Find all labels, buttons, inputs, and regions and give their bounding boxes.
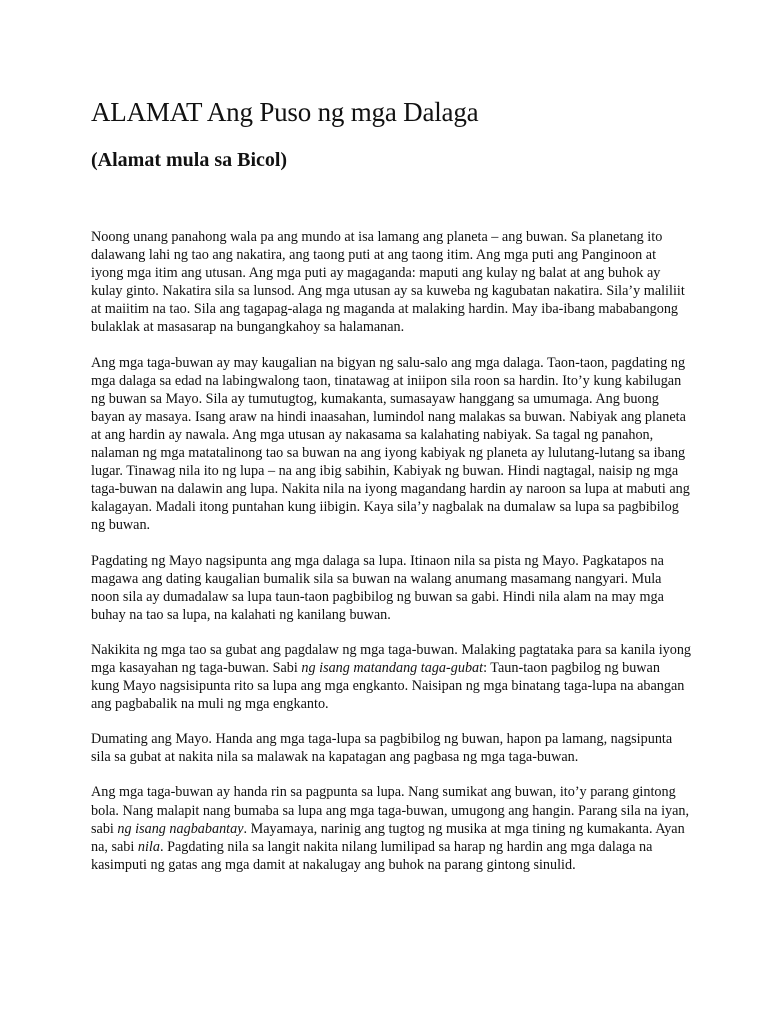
paragraph-text: Ang mga taga-buwan ay handa rin sa pagpunta sa lupa. Nang sumikat ang buwan, ito’y parang gintong bola. Nang malapit nang bumaba sa lupa ang mga taga-buwan, umugong ang hangin. Parang sila na iyan, sabi bbox=[91, 784, 690, 837]
paragraph-text: . Pagdating nila sa langit nakita nilang lumilipad sa harap ng hardin ang mga dalaga na kasimputi ng gatas ang mga damit at nakalugay ang buhok na parang gintong sinulid. bbox=[91, 838, 653, 873]
paragraph-text: Dumating ang Mayo. Handa ang mga taga-lupa sa pagbibilog ng buwan, hapon pa lamang, nagsipunta sila sa gubat at nakita nila sa malawak na kapatagan ang pagbasa ng mga taga-buwan. bbox=[91, 731, 673, 766]
document-body bbox=[91, 228, 691, 874]
body-paragraph bbox=[91, 354, 691, 535]
document-title: ALAMAT Ang Puso ng mga Dalaga bbox=[91, 97, 479, 127]
document-page bbox=[91, 95, 691, 891]
body-paragraph bbox=[91, 783, 691, 873]
italic-text: ng isang nagbabantay bbox=[117, 820, 244, 837]
document-subtitle: (Alamat mula sa Bicol) bbox=[91, 149, 288, 171]
body-paragraph bbox=[91, 641, 691, 713]
paragraph-text: : Taun-taon pagbilog ng buwan kung Mayo nagsisipunta rito sa lupa ang mga engkanto. Naisipan ng mga binatang taga-lupa na abangan ang pagbabalik na muli ng mga engkanto. bbox=[91, 659, 685, 713]
body-paragraph bbox=[91, 228, 691, 337]
body-paragraph bbox=[91, 730, 691, 766]
italic-text: ng isang matandang taga-gubat bbox=[301, 659, 484, 676]
paragraph-text: Ang mga taga-buwan ay may kaugalian na bigyan ng salu-salo ang mga dalaga. Taon-taon, pagdating ng mga dalaga sa edad na labingwalong taon, tinatawag at iniipon sila roon sa hardin. Ito’y kung kabilugan ng buwan sa Mayo. Sila ay tumutugtog, kumakanta, sumasayaw hanggang sa umumaga. Ang buong bayan ay masaya. Isang araw na hindi inaasahan, lumindol nang malakas sa buwan. Nabiyak ang planeta at ang hardin ay nawala. Ang mga utusan ay nakasama sa kalahating nabiyak. Sa tagal ng panahon, nalaman ng mga matatalinong tao sa buwan na ang iyong kabiyak ng planeta ay lulutang-lutang sa ibang lugar. Tinawag nila ito ng lupa – na ang ibig sabihin, Kabiyak ng buwan. Hindi nagtagal, naisip ng mga taga-buwan na dalawin ang lupa. Nakita nila na iyong magandang hardin ay naroon sa lupa at mabuti ang kalagayan. Madali itong puntahan kung iibigin. Kaya sila’y nagbalak na dumalaw sa lupa sa pagbibilog ng buwan. bbox=[91, 354, 690, 534]
italic-text: nila bbox=[137, 838, 160, 855]
paragraph-text: Nakikita ng mga tao sa gubat ang pagdalaw ng mga taga-buwan. Malaking pagtataka para sa kanila iyong mga kasayahan ng taga-buwan. Sabi bbox=[91, 641, 692, 676]
body-paragraph bbox=[91, 552, 691, 624]
paragraph-text: Noong unang panahong wala pa ang mundo at isa lamang ang planeta – ang buwan. Sa planetang ito dalawang lahi ng tao ang nakatira, ang taong puti at ang taong itim. Ang mga puti ang Panginoon at iyong mga itim ang utusan. Ang mga puti ay magaganda: maputi ang kulay ng balat at ang buhok ay kulay ginto. Nakatira sila sa lunsod. Ang mga utusan ay sa kuweba ng kagubatan nakatira. Sila’y maliliit at maiitim na tao. Sila ang tagapag-alaga ng maganda at malaking hardin. May iba-ibang mababangong bulaklak at masasarap na bungangkahoy sa halamanan. bbox=[91, 229, 685, 336]
paragraph-text: Pagdating ng Mayo nagsipunta ang mga dalaga sa lupa. Itinaon nila sa pista ng Mayo. Pagkatapos na magawa ang dating kaugalian bumalik sila sa buwan na walang anumang masamang nangyari. Mula noon sila ay dumadalaw sa lupa taun-taon pagbibilog ng buwan sa gabi. Hindi nila alam na may mga buhay na tao sa lupa, na kalahati ng kanilang buwan. bbox=[91, 552, 664, 623]
paragraph-text: . Mayamaya, narinig ang tugtog ng musika at mga tining ng kumakanta. Ayan na, sabi bbox=[91, 820, 685, 855]
